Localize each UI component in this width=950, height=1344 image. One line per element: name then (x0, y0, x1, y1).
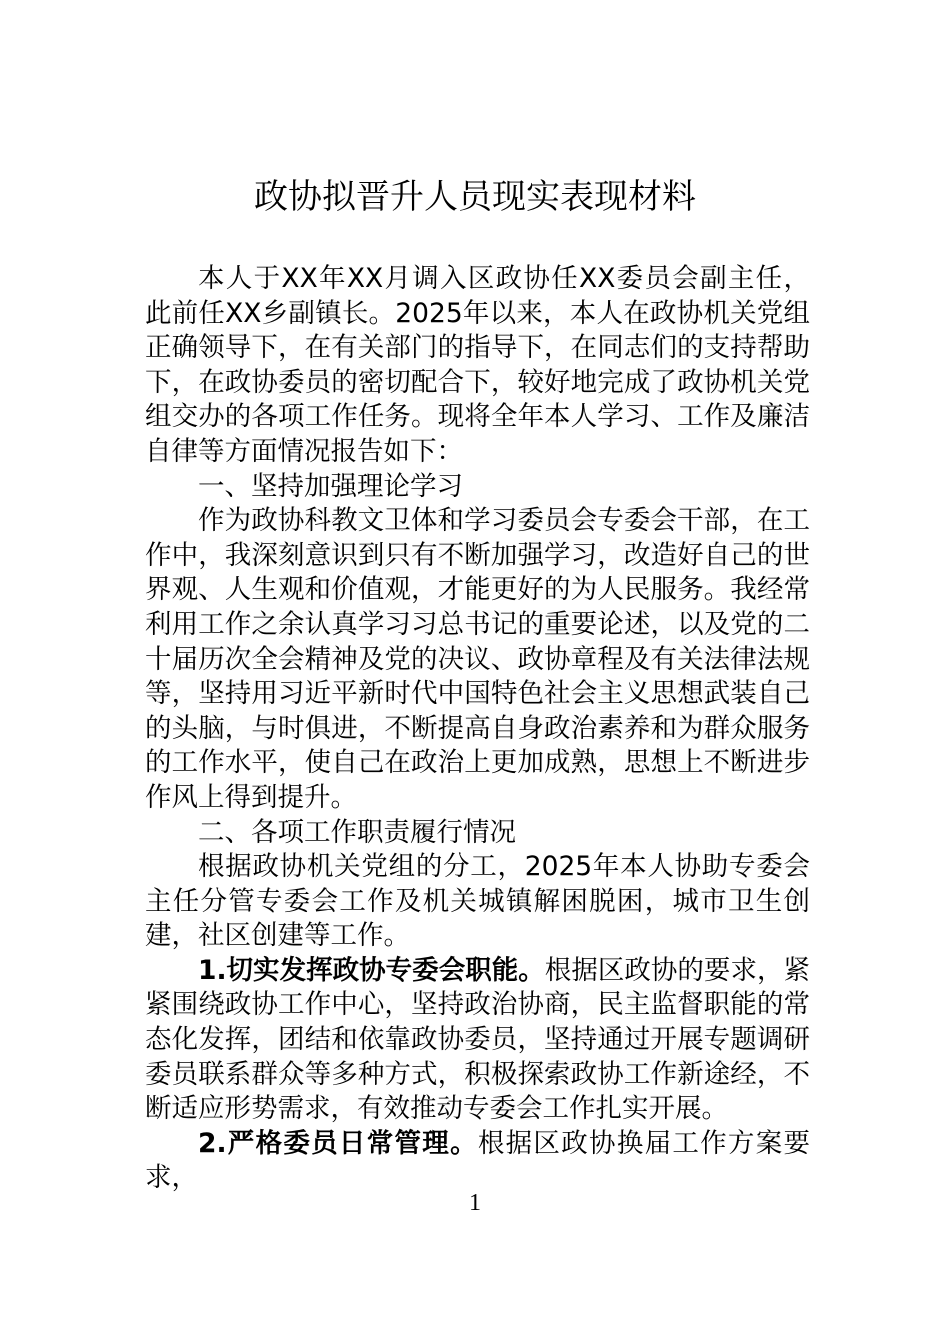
item-1-paragraph (145, 954, 810, 1127)
item-2-text: 根据区政协换届工作方案要求， (145, 1127, 810, 1194)
study-paragraph: 作为政协科教文卫体和学习委员会专委会干部，在工作中，我深刻意识到只有不断加强学习，改造好自己的世界观、人生观和价值观，才能更好的为人民服务。我经常利用工作之余认真学习习总书记的重要论述，以及党的二十届历次全会精神及党的决议、政协章程及有关法律法规等，坚持用习近平新时代中国特色社会主义思想武装自己的头脑，与时俱进，不断提高自身政治素养和为群众服务的工作水平，使自己在政治上更加成熟，思想上不断进步作风上得到提升。 (145, 505, 810, 813)
section-heading-1: 一、坚持加强理论学习 (198, 470, 463, 502)
item-2-paragraph (145, 1127, 810, 1196)
document-body (145, 262, 810, 1196)
section-heading-2: 二、各项工作职责履行情况 (198, 816, 516, 848)
item-1-text: 根据区政协的要求，紧紧围绕政协工作中心，坚持政治协商，民主监督职能的常态化发挥，团结和依靠政协委员，坚持通过开展专题调研委员联系群众等多种方式，积极探索政协工作新途经，不断适应形势需求，有效推动专委会工作扎实开展。 (145, 954, 810, 1125)
duties-paragraph: 根据政协机关党组的分工，2025年本人协助专委会主任分管专委会工作及机关城镇解困脱困，城市卫生创建，社区创建等工作。 (145, 851, 810, 952)
document-title: 政协拟晋升人员现实表现材料 (254, 177, 696, 217)
intro-paragraph: 本人于XX年XX月调入区政协任XX委员会副主任，此前任XX乡副镇长。2025年以来，本人在政协机关党组正确领导下，在有关部门的指导下，在同志们的支持帮助下，在政协委员的密切配合下，较好地完成了政协机关党组交办的各项工作任务。现将全年本人学习、工作及廉洁自律等方面情况报告如下： (145, 263, 810, 467)
item-1-lead: 1.切实发挥政协专委会职能。 (198, 954, 545, 986)
item-2-lead: 2.严格委员日常管理。 (198, 1127, 478, 1159)
page-number: 1 (469, 1190, 481, 1216)
